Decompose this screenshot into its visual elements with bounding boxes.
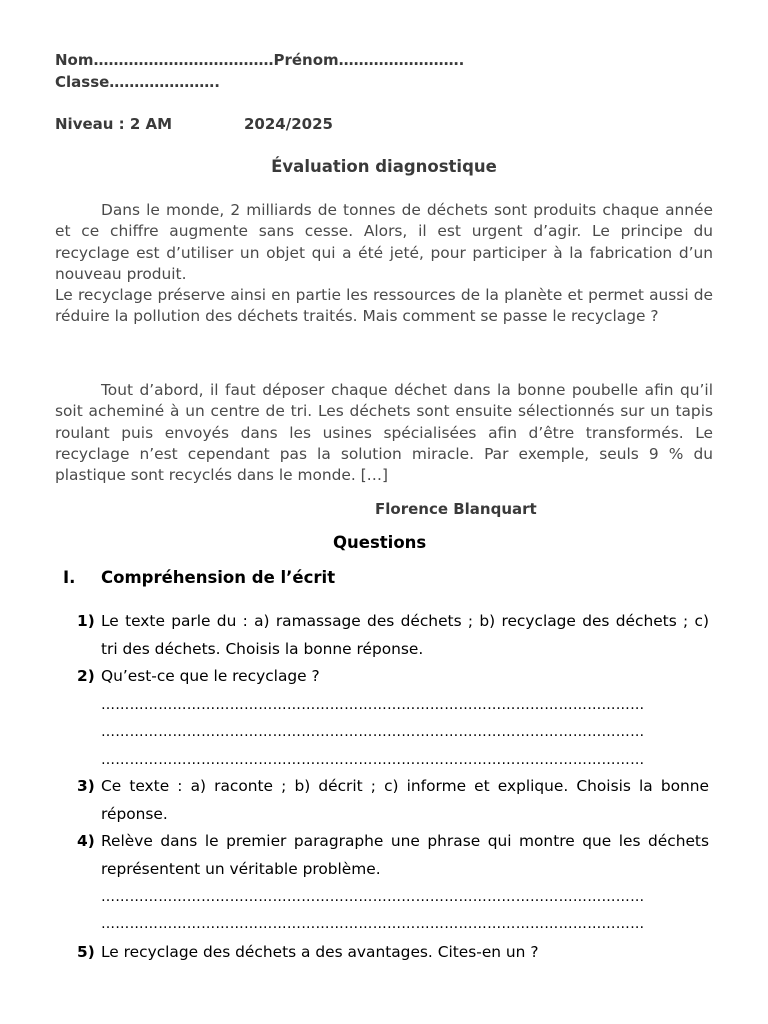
name-line: Nom………………………………Prénom……………………. xyxy=(55,51,465,69)
question-2-text: Qu’est-ce que le recyclage ? xyxy=(101,667,320,685)
reading-text-block-2 xyxy=(55,380,713,486)
question-3-text: Ce texte : a) raconte ; b) décrit ; c) informe et explique. Choisis la bonne réponse. xyxy=(101,777,709,823)
document-title: Évaluation diagnostique xyxy=(271,157,497,176)
questions-title: Questions xyxy=(333,533,427,552)
class-line: Classe…………………. xyxy=(55,73,220,91)
question-1-text: Le texte parle du : a) ramassage des déchets ; b) recyclage des déchets ; c) tri des déchets. Choisis la bonne réponse. xyxy=(101,612,709,658)
question-number: 5) xyxy=(77,943,95,961)
paragraph-2: Le recyclage préserve ainsi en partie les ressources de la planète et permet aussi de réduire la pollution des déchets traités. Mais comment se passe le recyclage ? xyxy=(55,286,713,326)
question-number: 2) xyxy=(77,667,95,685)
answer-line[interactable]: …………………………………………………………………………………………………… xyxy=(101,724,645,740)
school-year: 2024/2025 xyxy=(244,115,333,133)
paragraph-1: Dans le monde, 2 milliards de tonnes de déchets sont produits chaque année et ce chiffre augmente sans cesse. Alors, il est urgent d’agir. Le principe du recyclage est d’utiliser un objet qui a été jeté, pour participer à la fabrication d’un nouveau produit. xyxy=(55,201,713,283)
question-4-text: Relève dans le premier paragraphe une phrase qui montre que les déchets représentent un véritable problème. xyxy=(101,832,709,878)
author-name: Florence Blanquart xyxy=(375,500,537,518)
question-number: 4) xyxy=(77,832,95,850)
answer-line[interactable]: …………………………………………………………………………………………………… xyxy=(101,916,645,932)
section-title: Compréhension de l’écrit xyxy=(101,568,336,587)
answer-line[interactable]: …………………………………………………………………………………………………… xyxy=(101,697,645,713)
paragraph-3: Tout d’abord, il faut déposer chaque déchet dans la bonne poubelle afin qu’il soit acheminé à un centre de tri. Les déchets sont ensuite sélectionnés sur un tapis roulant puis envoyés dans les usines spécialisées afin d’être transformés. Le recyclage n’est cependant pas la solution miracle. Par exemple, seuls 9 % du plastique sont recyclés dans le monde. […] xyxy=(55,381,713,485)
answer-line[interactable]: …………………………………………………………………………………………………… xyxy=(101,752,645,768)
answer-line[interactable]: …………………………………………………………………………………………………… xyxy=(101,889,645,905)
level-label: Niveau : 2 AM xyxy=(55,115,173,133)
reading-text-block-1 xyxy=(55,200,713,328)
section-number: I. xyxy=(63,568,76,587)
question-number: 1) xyxy=(77,612,95,630)
question-5-text: Le recyclage des déchets a des avantages. Cites-en un ? xyxy=(101,943,539,961)
question-number: 3) xyxy=(77,777,95,795)
